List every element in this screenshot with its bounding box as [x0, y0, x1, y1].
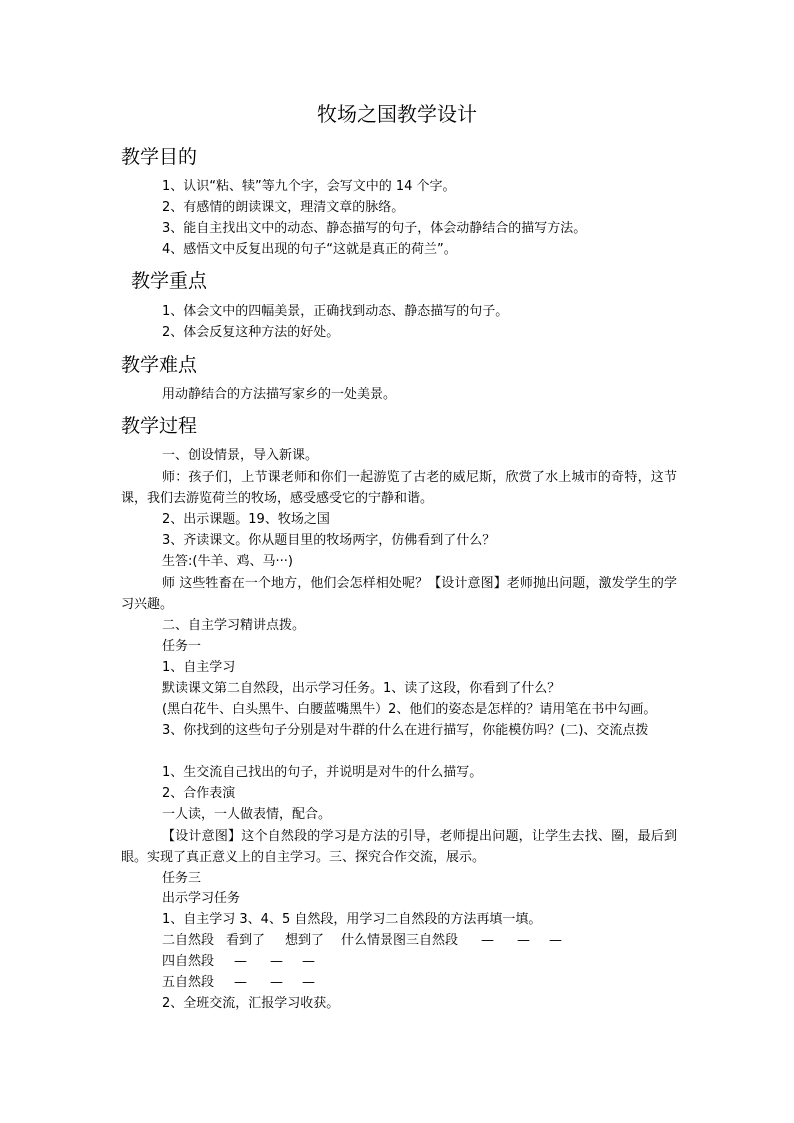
key-points-heading: 教学重点	[131, 270, 208, 292]
process-line: 一人读，一人做表情，配合。	[162, 807, 332, 822]
process-paragraph: 【设计意图】这个自然段的学习是方法的引导，老师提出问题，让学生去找、圈，最后到眼。实现了真正意义上的自主学习。三、探究合作交流，展示。	[121, 829, 677, 865]
process-line: 生答:(牛羊、鸡、马···)	[162, 554, 293, 569]
process-line: 任务三	[162, 871, 202, 886]
fill-cell: 想到了	[285, 933, 325, 948]
difficulties-heading: 教学难点	[121, 354, 198, 376]
process-line: 默读课文第二自然段，出示学习任务。1、读了这段，你看到了什么？	[162, 681, 561, 696]
process-line: 任务一	[162, 639, 202, 654]
document-title: 牧场之国教学设计	[317, 102, 477, 126]
objective-item: 1、认识“粘、犊”等九个字，会写文中的 14 个字。	[162, 179, 456, 194]
fill-cell: —	[270, 975, 283, 990]
process-line: 2、出示课题。19、牧场之国	[162, 512, 330, 527]
fill-row	[162, 931, 569, 951]
fill-cell: 看到了	[226, 933, 266, 948]
process-heading: 教学过程	[121, 415, 198, 437]
objective-item: 4、感悟文中反复出现的句子“这就是真正的荷兰”。	[162, 242, 457, 257]
fill-cell: —	[302, 954, 315, 969]
process-line: 出示学习任务	[162, 891, 241, 906]
fill-cell: —	[302, 975, 315, 990]
fill-cell: —	[549, 933, 562, 948]
process-line: 1、自主学习 3、4、5 自然段，用学习二自然段的方法再填一填。	[162, 912, 542, 927]
fill-cell: —	[481, 933, 494, 948]
key-point-item: 2、体会反复这种方法的好处。	[162, 325, 340, 340]
process-line: 一、创设情景，导入新课。	[162, 448, 319, 463]
fill-cell: —	[234, 975, 247, 990]
process-line: 二、自主学习精讲点拨。	[162, 618, 306, 633]
objective-item: 3、能自主找出文中的动态、静态描写的句子，体会动静结合的描写方法。	[162, 221, 587, 236]
fill-cell: —	[234, 954, 247, 969]
process-line: 1、自主学习	[162, 660, 236, 675]
objectives-heading: 教学目的	[121, 146, 198, 168]
process-line: (黑白花牛、白头黑牛、白腰蓝嘴黑牛）2、他们的姿态是怎样的？请用笔在书中勾画。	[162, 702, 657, 717]
fill-cell: 四自然段	[162, 954, 215, 969]
fill-row	[162, 952, 322, 972]
process-line: 2、全班交流，汇报学习收获。	[162, 996, 340, 1011]
fill-cell: —	[270, 954, 283, 969]
process-paragraph: 师 这些牲畜在一个地方，他们会怎样相处呢？【设计意图】老师抛出问题，激发学生的学习兴趣。	[121, 576, 677, 612]
fill-cell: 二自然段	[162, 933, 215, 948]
fill-cell: 什么情景图三自然段	[341, 933, 459, 948]
process-line: 3、齐读课文。你从题目里的牧场两字，仿佛看到了什么？	[162, 533, 496, 548]
objective-item: 2、有感情的朗读课文，理清文章的脉络。	[162, 200, 405, 215]
process-line: 1、生交流自己找出的句子，并说明是对牛的什么描写。	[162, 765, 483, 780]
difficulty-item: 用动静结合的方法描写家乡的一处美景。	[162, 387, 397, 402]
fill-cell: 五自然段	[162, 975, 215, 990]
fill-row	[162, 973, 322, 993]
process-line: 2、合作表演	[162, 786, 236, 801]
fill-cell: —	[517, 933, 530, 948]
process-paragraph: 3、你找到的这些句子分别是对牛群的什么在进行描写，你能模仿吗？(二)、交流点拨	[162, 723, 649, 738]
key-point-item: 1、体会文中的四幅美景，正确找到动态、静态描写的句子。	[162, 304, 509, 319]
process-paragraph: 师：孩子们，上节课老师和你们一起游览了古老的威尼斯，欣赏了水上城市的奇特，这节课，我们去游览荷兰的牧场，感受感受它的宁静和谐。	[121, 470, 677, 506]
